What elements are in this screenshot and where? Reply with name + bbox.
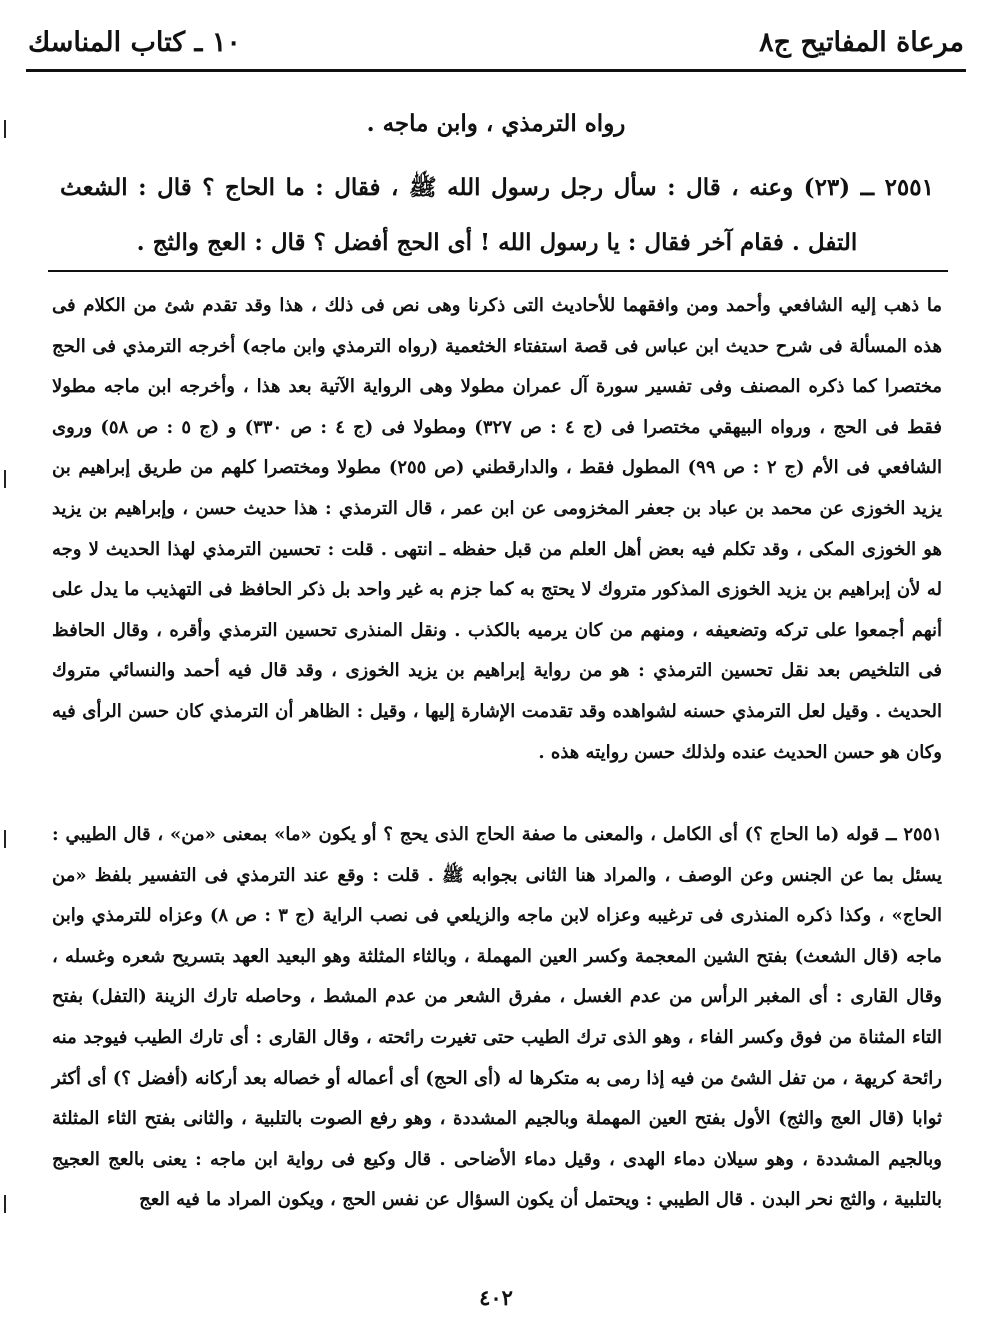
margin-mark (4, 830, 6, 848)
hadith-separator-rule (48, 270, 948, 272)
commentary-paragraph-2: ٢٥٥١ ــ قوله (ما الحاج ؟) أى الكامل ، والمعنى ما صفة الحاج الذى يحج ؟ أو يكون «ما» بمعنى «من» ، قال الطيبي : يسئل بما عن الجنس وعن الوصف ، والمراد هنا الثانى بجوابه ﷺ . قلت : وقع عند الترمذي فى التفسير بلفظ «من الحاج» ، وكذا ذكره المنذرى فى ترغيبه وعزاه لابن ماجه والزيلعي فى نصب الراية (ج ٣ : ص ٨) وعزاه للترمذي وابن ماجه (قال الشعث) بفتح الشين المعجمة وكسر العين المهملة ، وبالثاء المثلثة وهو البعيد العهد بتسريح شعره وغسله ، وقال القارى : أى المغبر الرأس من عدم الغسل ، مفرق الشعر من عدم المشط ، وحاصله تارك الزينة (التفل) بفتح التاء المثناة من فوق وكسر الفاء ، وهو الذى ترك الطيب حتى تغيرت رائحته ، وقال القارى : أى تارك الطيب فيوجد منه رائحة كريهة ، من تفل الشئ من فيه إذا رمى به متكرها له (أى الحج) أى أعماله أو خصاله بعد أركانه (أفضل ؟) أى أكثر ثوابا (قال العج والثج) الأول بفتح العين المهملة وبالجيم المشددة ، وهو رفع الصوت بالتلبية ، والثانى بفتح الثاء المثلثة وبالجيم المشددة ، وهو سيلان دماء الهدى ، وقيل دماء الأضاحى . قال وكيع فى رواية ابن ماجه : يعنى بالعج العجيج بالتلبية ، والثج نحر البدن . قال الطيبي : ويحتمل أن يكون السؤال عن نفس الحج ، ويكون المراد ما فيه العج (52, 824, 942, 1211)
header-book-title: مرعاة المفاتيح ج٨ (759, 26, 964, 58)
header-chapter-title: ١٠ ـ كتاب المناسك (28, 26, 241, 58)
margin-mark (4, 470, 6, 488)
hadith-source-line: رواه الترمذي ، وابن ماجه . (366, 110, 626, 137)
margin-mark (4, 120, 6, 138)
commentary-paragraph-1: ما ذهب إليه الشافعي وأحمد ومن وافقهما للأحاديث التى ذكرنا وهى نص فى ذلك ، هذا وقد تقدم شئ من الكلام فى هذه المسألة فى شرح حديث ابن عباس فى قصة استفتاء الخثعمية (رواه الترمذي وابن ماجه) أخرجه الترمذي فى الحج مختصرا كما ذكره المصنف وفى تفسير سورة آل عمران مطولا وهى الرواية الآتية بعد هذا ، وأخرجه ابن ماجه مطولا فقط فى الحج ، ورواه البيهقي مختصرا فى (ج ٤ : ص ٣٢٧) ومطولا فى (ج ٤ : ص ٣٣٠) و (ج ٥ : ص ٥٨) وروى الشافعي فى الأم (ج ٢ : ص ٩٩) المطول فقط ، والدارقطني (ص ٢٥٥) مطولا ومختصرا كلهم من طريق إبراهيم بن يزيد الخوزى عن محمد بن عباد بن جعفر المخزومى عن ابن عمر ، قال الترمذي : هذا حديث حسن ، وإبراهيم بن يزيد هو الخوزى المكى ، وقد تكلم فيه بعض أهل العلم من قبل حفظه ـ انتهى . قلت : تحسين الترمذي لهذا الحديث لا وجه له لأن إبراهيم بن يزيد الخوزى المذكور متروك لا يحتج به كما جزم به غير واحد بل ذكر الحافظ فى التهذيب ما يدل على أنهم أجمعوا على تركه وتضعيفه ، ومنهم من كان يرميه بالكذب . ونقل المنذرى تحسين الترمذي وأقره ، وقال الحافظ فى التلخيص بعد نقل تحسين الترمذي : هو من رواية إبراهيم بن يزيد الخوزى ، وقد قال فيه أحمد والنسائي متروك الحديث . وقيل لعل الترمذي حسنه لشواهده وقد تقدمت الإشارة إليها ، وقيل : الظاهر أن الترمذي كان حسن الرأى فيه وكان هو حسن الحديث عنده ولذلك حسن روايته هذه . (52, 295, 943, 763)
margin-mark (4, 1195, 6, 1213)
hadith-text: ٢٥٥١ ــ (٢٣) وعنه ، قال : سأل رجل رسول الله ﷺ ، فقال : ما الحاج ؟ قال : الشعث التفل . فقام آخر فقال : يا رسول الله ! أى الحج أفضل ؟ قال : العج والثج . (60, 174, 934, 256)
header-rule (26, 69, 966, 72)
running-header (28, 18, 964, 66)
page-number: ٤٠٢ (479, 1285, 513, 1310)
